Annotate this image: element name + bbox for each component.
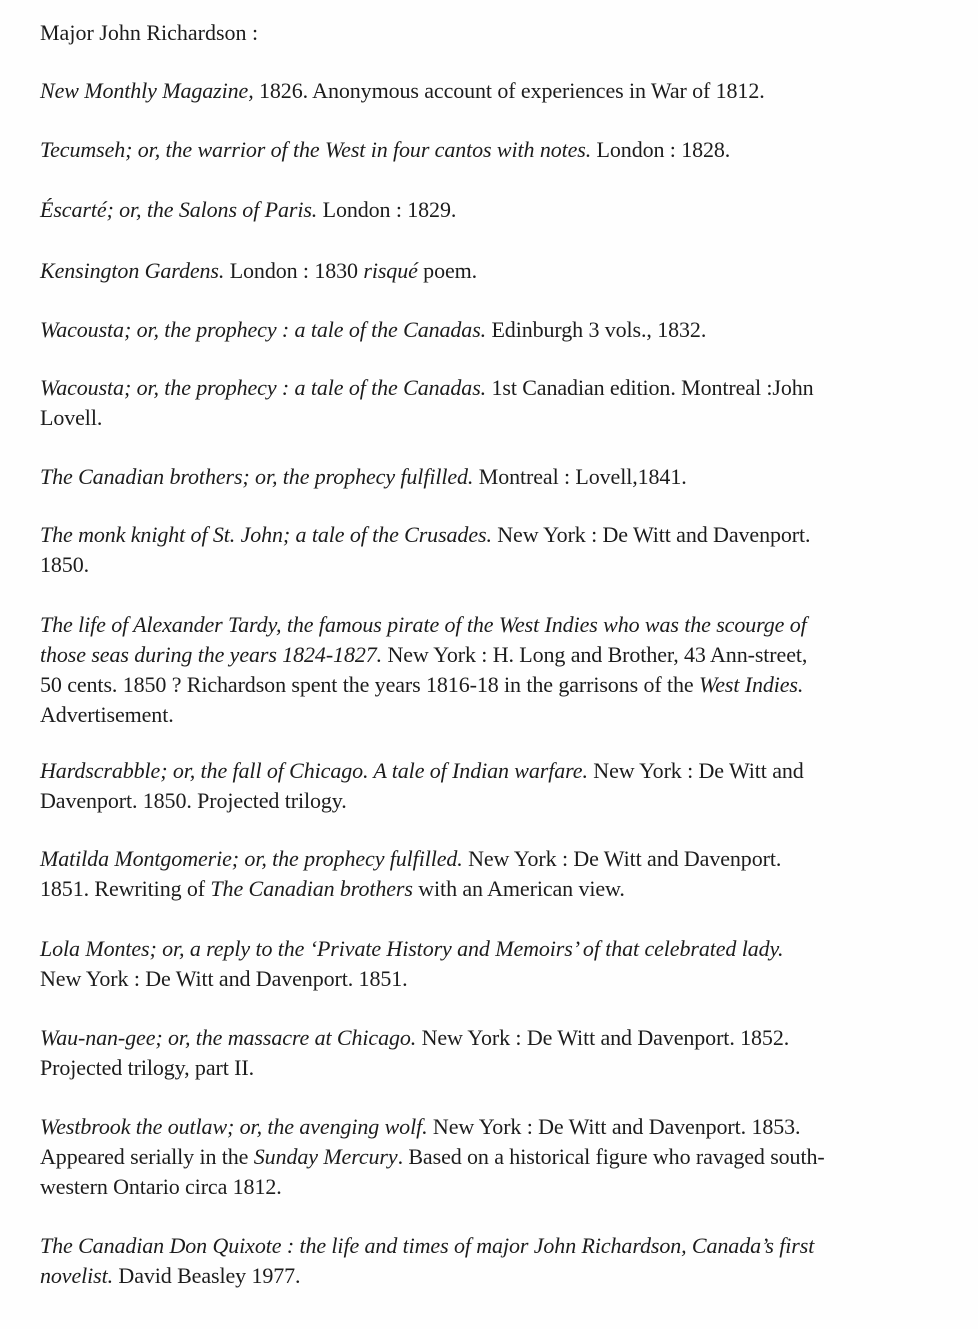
bibliography-entry [40,135,950,165]
entry-details: Projected trilogy, part II. [40,1055,254,1080]
entry-italic-word: risqué [363,258,418,283]
entry-details: 1850. [40,552,90,577]
entry-details: David Beasley 1977. [113,1263,301,1288]
entry-details: Lovell. [40,405,103,430]
entry-details: western Ontario circa 1812. [40,1174,282,1199]
entry-details: New York : De Witt and [587,758,804,783]
entry-details: . Based on a historical figure who ravaged south- [397,1144,825,1169]
entry-details: with an American view. [412,876,625,901]
entry-title: The Canadian brothers; or, the prophecy fulfilled. [40,464,474,489]
entry-details: New York : De Witt and Davenport. 1853. [427,1114,801,1139]
bibliography-entry [40,756,950,816]
bibliography-entry [40,610,950,730]
bibliography-entry [40,373,950,433]
entry-details: New York : De Witt and Davenport. 1852. [416,1025,790,1050]
bibliography-entry [40,1023,950,1083]
entry-italic-word: The Canadian brothers [210,876,413,901]
entry-details: London : 1829. [317,197,457,222]
entry-details: Edinburgh 3 vols., 1832. [486,317,707,342]
bibliography-entry [40,462,950,492]
entry-details: 1826. Anonymous account of experiences in War of 1812. [253,78,765,103]
entry-details: 50 cents. 1850 ? Richardson spent the years 1816-18 in the garrisons of the [40,672,699,697]
page-heading: Major John Richardson : [40,20,259,45]
entry-italic-word: Sunday Mercury [253,1144,398,1169]
bibliography-entry [40,195,950,225]
entry-title: novelist. [40,1263,114,1288]
bibliography-entry [40,934,950,994]
entry-details: London : 1830 [224,258,364,283]
entry-title: Lola Montes; or, a reply to the ‘Private History and Memoirs’ of that celebrated lady. [40,936,784,961]
entry-details: New York : De Witt and Davenport. 1851. [40,966,408,991]
entry-title: Éscarté; or, the Salons of Paris. [40,197,318,222]
bibliography-entry [40,76,950,106]
entry-details: New York : H. Long and Brother, 43 Ann-street, [382,642,808,667]
entry-details: 1st Canadian edition. Montreal :John [486,375,814,400]
entry-title: Matilda Montgomerie; or, the prophecy fulfilled. [40,846,463,871]
entry-title: Tecumseh; or, the warrior of the West in four cantos with notes. [40,137,592,162]
entry-title: Wau-nan-gee; or, the massacre at Chicago. [40,1025,417,1050]
bibliography-entry [40,1112,950,1202]
entry-title: New Monthly Magazine, [40,78,254,103]
entry-details: New York : De Witt and Davenport. [491,522,811,547]
entry-title: Wacousta; or, the prophecy : a tale of the Canadas. [40,317,487,342]
entry-title: Kensington Gardens. [40,258,225,283]
entry-title: The life of Alexander Tardy, the famous pirate of the West Indies who was the scourge of [40,612,807,637]
entry-title: The monk knight of St. John; a tale of the Crusades. [40,522,492,547]
bibliography-entry [40,1231,950,1291]
entry-title: Westbrook the outlaw; or, the avenging wolf. [40,1114,428,1139]
entry-details: 1851. Rewriting of [40,876,211,901]
entry-title: Wacousta; or, the prophecy : a tale of the Canadas. [40,375,487,400]
entry-details: Montreal : Lovell,1841. [473,464,687,489]
entry-title: those seas during the years 1824-1827. [40,642,383,667]
entry-title: The Canadian Don Quixote : the life and times of major John Richardson, Canada’s first [40,1233,815,1258]
bibliography-entry [40,520,950,580]
entry-italic-word: West Indies. [698,672,804,697]
bibliography-entry [40,844,950,904]
entry-title: Hardscrabble; or, the fall of Chicago. A tale of Indian warfare. [40,758,588,783]
entry-details: New York : De Witt and Davenport. [462,846,782,871]
entry-details: Davenport. 1850. Projected trilogy. [40,788,347,813]
entry-details: Advertisement. [40,702,174,727]
entry-details: Appeared serially in the [40,1144,254,1169]
entry-details: poem. [417,258,478,283]
bibliography-entry [40,315,950,345]
bibliography-entry [40,256,950,286]
entry-details: London : 1828. [591,137,731,162]
